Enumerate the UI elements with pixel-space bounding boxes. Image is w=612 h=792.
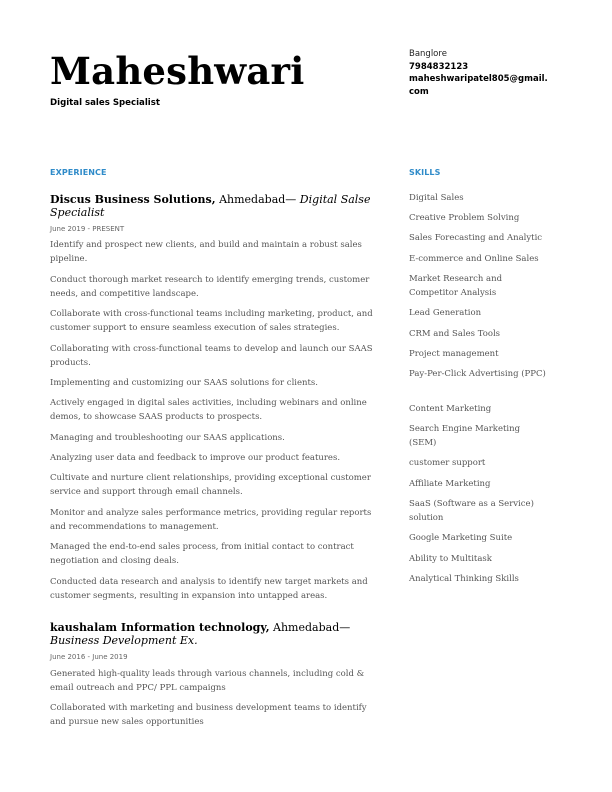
- skill-item: Lead Generation: [409, 308, 482, 318]
- skill-item: Affiliate Marketing: [409, 479, 491, 489]
- resume-role: Digital sales Specialist: [50, 98, 160, 108]
- job-bullet: Generated high-quality leads through various channels, including cold & email outreach and PPC/ PPL campaigns: [50, 669, 365, 694]
- skill-item: E-commerce and Online Sales: [409, 254, 539, 264]
- job-company: Discus Business Solutions,: [50, 193, 216, 206]
- job-bullet: Conducted data research and analysis to identify new target markets and customer segments, resulting in expansion into untapped areas.: [50, 577, 368, 602]
- skill-item: Analytical Thinking Skills: [409, 574, 519, 584]
- skills-heading: SKILLS: [409, 168, 441, 177]
- job-location: Ahmedabad—: [269, 621, 351, 634]
- skill-item: Ability to Multitask: [409, 554, 492, 564]
- resume-name: Maheshwari: [50, 49, 305, 93]
- skill-item: Digital Sales: [409, 193, 464, 203]
- contact-email: maheshwaripatel805@gmail.com: [409, 74, 548, 98]
- job-bullet: Collaborated with marketing and business development teams to identify and pursue new sales opportunities: [50, 703, 367, 728]
- skill-item: Content Marketing: [409, 404, 492, 414]
- contact-location: Banglore: [409, 49, 447, 59]
- skill-item: Project management: [409, 349, 499, 359]
- job-bullet: Collaborate with cross-functional teams including marketing, product, and customer support to ensure seamless execution of sales strategies.: [50, 309, 373, 334]
- job-title: Business Development Ex.: [50, 634, 198, 647]
- skill-item: Search Engine Marketing (SEM): [409, 424, 521, 449]
- job-dates: June 2016 - June 2019: [50, 653, 128, 661]
- job-bullet: Monitor and analyze sales performance metrics, providing regular reports and recommendations to management.: [50, 508, 372, 533]
- skill-item: CRM and Sales Tools: [409, 329, 501, 339]
- skill-item: Sales Forecasting and Analytic: [409, 233, 543, 243]
- contact-phone: 7984832123: [409, 61, 469, 72]
- job-company: kaushalam Information technology,: [50, 621, 270, 634]
- job-bullet: Managed the end-to-end sales process, from initial contact to contract negotiation and closing deals.: [50, 542, 354, 567]
- job-bullet: Analyzing user data and feedback to improve our product features.: [50, 453, 341, 463]
- job-bullet: Conduct thorough market research to identify emerging trends, customer needs, and competitive landscape.: [50, 275, 370, 300]
- job-location: Ahmedabad—: [215, 193, 297, 206]
- skill-item: customer support: [409, 458, 486, 468]
- job-header: [50, 621, 380, 647]
- job-bullet: Collaborating with cross-functional teams to develop and launch our SAAS products.: [50, 344, 373, 369]
- job-bullet: Identify and prospect new clients, and build and maintain a robust sales pipeline.: [50, 240, 362, 265]
- job-title: Digital Salse Specialist: [50, 193, 371, 219]
- contact-block: [409, 48, 549, 99]
- job-dates: June 2019 - PRESENT: [50, 225, 125, 233]
- job-bullet: Implementing and customizing our SAAS solutions for clients.: [50, 378, 318, 388]
- job-bullet: Managing and troubleshooting our SAAS applications.: [50, 433, 285, 443]
- skill-item: Google Marketing Suite: [409, 533, 513, 543]
- skill-item: Pay-Per-Click Advertising (PPC): [409, 369, 546, 379]
- skill-item: SaaS (Software as a Service) solution: [409, 499, 534, 524]
- job-header: [50, 193, 380, 219]
- job-bullet: Cultivate and nurture client relationships, providing exceptional customer service and support through email channels.: [50, 473, 371, 498]
- experience-heading: EXPERIENCE: [50, 168, 107, 177]
- skill-item: Creative Problem Solving: [409, 213, 520, 223]
- skill-item: Market Research and Competitor Analysis: [409, 274, 503, 299]
- job-bullet: Actively engaged in digital sales activities, including webinars and online demos, to showcase SAAS products to prospects.: [50, 398, 367, 423]
